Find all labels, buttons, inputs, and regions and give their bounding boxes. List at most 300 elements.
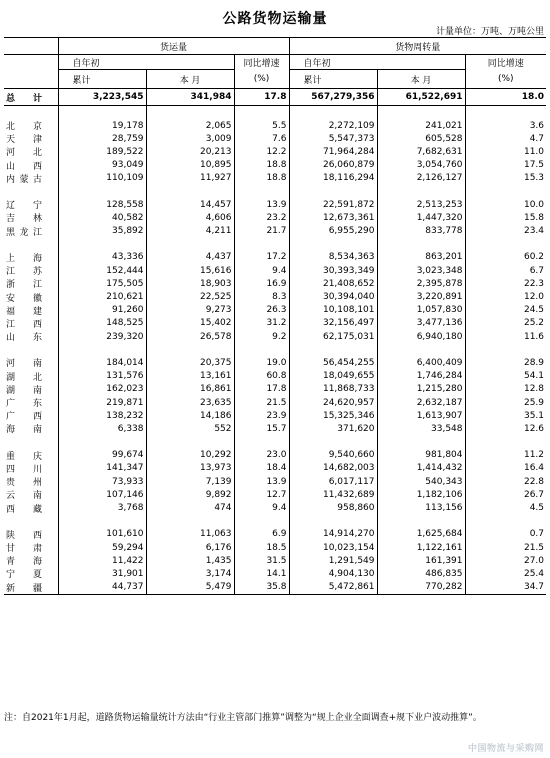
cell-turnover-cumulative: 10,023,154 bbox=[289, 541, 377, 554]
cell-turnover-cumulative: 371,620 bbox=[289, 422, 377, 435]
cell-turnover-cumulative: 567,279,356 bbox=[289, 89, 377, 106]
table-row bbox=[4, 409, 546, 422]
cell-turnover-yoy: 34.7 bbox=[465, 581, 546, 595]
cell-turnover-yoy: 28.9 bbox=[523, 357, 545, 368]
cell-turnover-cumulative: 15,325,346 bbox=[289, 409, 377, 422]
cell-freight-month: 4,606 bbox=[146, 211, 234, 224]
cell-turnover-yoy: 4.5 bbox=[529, 503, 545, 514]
cell-freight-month: 14,186 bbox=[146, 409, 234, 422]
cell-turnover-month: 6,940,180 bbox=[377, 330, 465, 343]
cell-turnover-cumulative: 22,591,872 bbox=[289, 198, 377, 211]
cell-freight-month: 4,211 bbox=[146, 225, 234, 238]
cell-freight-month: 18,903 bbox=[146, 277, 234, 290]
cell-freight-yoy: 60.8 bbox=[234, 370, 289, 383]
spacer-cell bbox=[465, 436, 546, 449]
cell-freight-cumulative: 35,892 bbox=[58, 225, 146, 238]
cell-turnover-month: 61,522,691 bbox=[377, 89, 465, 106]
cell-freight-month: 6,176 bbox=[146, 541, 234, 554]
cell-turnover-yoy: 15.8 bbox=[523, 212, 545, 223]
cell-freight-month: 5,479 bbox=[146, 581, 234, 595]
table-row bbox=[4, 396, 546, 409]
cell-turnover-month: 605,528 bbox=[377, 132, 465, 145]
spacer-cell bbox=[234, 185, 289, 198]
row-label: 浙 江 bbox=[4, 277, 58, 290]
spacer-cell bbox=[289, 106, 377, 120]
table-row bbox=[4, 330, 546, 343]
cell-turnover-yoy: 25.4 bbox=[523, 568, 545, 579]
group-spacer bbox=[4, 436, 546, 449]
cell-turnover-month: 7,682,631 bbox=[377, 145, 465, 158]
cell-turnover-yoy: 22.8 bbox=[523, 476, 545, 487]
cell-turnover-month: 1,613,907 bbox=[377, 409, 465, 422]
cell-turnover-yoy: 17.5 bbox=[523, 160, 545, 171]
cell-turnover-cumulative: 1,291,549 bbox=[289, 554, 377, 567]
cell-turnover-cumulative: 14,914,270 bbox=[289, 528, 377, 541]
spacer-cell bbox=[58, 185, 146, 198]
table-row bbox=[4, 198, 546, 211]
cell-turnover-yoy: 3.6 bbox=[529, 120, 545, 131]
cell-freight-yoy: 9.4 bbox=[234, 501, 289, 514]
cell-turnover-cumulative: 5,547,373 bbox=[289, 132, 377, 145]
cell-turnover-yoy: 11.2 bbox=[523, 450, 545, 461]
cell-turnover-month: 33,548 bbox=[377, 422, 465, 435]
cell-turnover-month: 981,804 bbox=[377, 449, 465, 462]
cell-freight-cumulative: 3,223,545 bbox=[58, 89, 146, 106]
row-label: 辽 宁 bbox=[4, 198, 58, 211]
spacer-cell bbox=[465, 106, 546, 120]
cell-turnover-yoy: 27.0 bbox=[523, 555, 545, 566]
cell-turnover-month: 2,126,127 bbox=[377, 172, 465, 185]
header-turnover-yoy: 同比增速 bbox=[487, 58, 524, 69]
cell-freight-yoy: 13.9 bbox=[234, 475, 289, 488]
cell-freight-cumulative: 31,901 bbox=[58, 567, 146, 580]
row-label: 河 南 bbox=[4, 356, 58, 369]
cell-freight-yoy: 9.4 bbox=[234, 264, 289, 277]
row-label: 广 东 bbox=[4, 396, 58, 409]
cell-freight-cumulative: 219,871 bbox=[58, 396, 146, 409]
spacer-cell bbox=[234, 343, 289, 356]
row-label: 四 川 bbox=[4, 462, 58, 475]
spacer-cell bbox=[4, 185, 58, 198]
cell-freight-month: 474 bbox=[146, 501, 234, 514]
cell-turnover-yoy: 12.6 bbox=[523, 423, 545, 434]
cell-freight-month: 20,375 bbox=[146, 356, 234, 369]
cell-freight-yoy: 21.5 bbox=[234, 396, 289, 409]
cell-turnover-month: 833,778 bbox=[377, 225, 465, 238]
cell-freight-month: 11,063 bbox=[146, 528, 234, 541]
row-label: 天 津 bbox=[4, 132, 58, 145]
row-label: 新 疆 bbox=[4, 581, 58, 595]
row-label: 北 京 bbox=[4, 119, 58, 132]
row-label: 江 苏 bbox=[4, 264, 58, 277]
cell-freight-cumulative: 101,610 bbox=[58, 528, 146, 541]
cell-turnover-month: 863,201 bbox=[377, 251, 465, 264]
spacer-cell bbox=[146, 106, 234, 120]
cell-freight-yoy: 9.2 bbox=[234, 330, 289, 343]
cell-turnover-month: 3,023,348 bbox=[377, 264, 465, 277]
cell-turnover-yoy: 12.0 bbox=[523, 292, 545, 303]
table-row bbox=[4, 145, 546, 158]
cell-freight-cumulative: 19,178 bbox=[58, 119, 146, 132]
cell-freight-yoy: 31.2 bbox=[234, 317, 289, 330]
cell-turnover-cumulative: 6,955,290 bbox=[289, 225, 377, 238]
cell-freight-cumulative: 99,674 bbox=[58, 449, 146, 462]
spacer-cell bbox=[58, 106, 146, 120]
cell-freight-month: 14,457 bbox=[146, 198, 234, 211]
cell-freight-yoy: 12.7 bbox=[234, 488, 289, 501]
cell-turnover-cumulative: 56,454,255 bbox=[289, 356, 377, 369]
spacer-cell bbox=[289, 343, 377, 356]
cell-turnover-month: 1,057,830 bbox=[377, 304, 465, 317]
cell-freight-month: 3,009 bbox=[146, 132, 234, 145]
table-row bbox=[4, 462, 546, 475]
cell-turnover-yoy: 60.2 bbox=[523, 252, 545, 263]
cell-turnover-yoy: 18.0 bbox=[465, 89, 546, 106]
spacer-cell bbox=[146, 343, 234, 356]
cell-turnover-cumulative: 26,060,879 bbox=[289, 159, 377, 172]
row-label: 河 北 bbox=[4, 145, 58, 158]
row-label: 福 建 bbox=[4, 304, 58, 317]
table-row bbox=[4, 554, 546, 567]
cell-freight-yoy: 18.5 bbox=[234, 541, 289, 554]
cell-turnover-yoy: 15.3 bbox=[523, 173, 545, 184]
cell-freight-cumulative: 73,933 bbox=[58, 475, 146, 488]
row-label: 山 东 bbox=[4, 330, 58, 343]
cell-freight-cumulative: 3,768 bbox=[58, 501, 146, 514]
cell-turnover-cumulative: 30,394,040 bbox=[289, 290, 377, 303]
total-row bbox=[4, 89, 546, 106]
row-label: 上 海 bbox=[4, 251, 58, 264]
spacer-cell bbox=[234, 515, 289, 528]
cell-freight-month: 4,437 bbox=[146, 251, 234, 264]
table-row bbox=[4, 581, 546, 595]
group-spacer bbox=[4, 515, 546, 528]
cell-turnover-month: 1,215,280 bbox=[377, 383, 465, 396]
cell-turnover-yoy: 26.7 bbox=[523, 489, 545, 500]
cell-freight-yoy: 6.9 bbox=[234, 528, 289, 541]
cell-freight-cumulative: 44,737 bbox=[58, 581, 146, 595]
row-label: 西 藏 bbox=[4, 501, 58, 514]
cell-turnover-cumulative: 71,964,284 bbox=[289, 145, 377, 158]
cell-freight-month: 11,927 bbox=[146, 172, 234, 185]
row-label: 广 西 bbox=[4, 409, 58, 422]
row-label: 宁 夏 bbox=[4, 567, 58, 580]
header-freight: 货运量 bbox=[58, 38, 289, 55]
cell-freight-cumulative: 210,621 bbox=[58, 290, 146, 303]
table-row bbox=[4, 277, 546, 290]
table-row bbox=[4, 528, 546, 541]
header-turnover-month: 本 月 bbox=[377, 70, 465, 89]
cell-turnover-yoy: 11.0 bbox=[523, 146, 545, 157]
table-row bbox=[4, 567, 546, 580]
cell-freight-cumulative: 59,294 bbox=[58, 541, 146, 554]
cell-freight-yoy: 23.9 bbox=[234, 409, 289, 422]
cell-turnover-month: 1,625,684 bbox=[377, 528, 465, 541]
spacer-cell bbox=[234, 436, 289, 449]
spacer-cell bbox=[234, 238, 289, 251]
spacer-cell bbox=[465, 343, 546, 356]
cell-turnover-cumulative: 11,432,689 bbox=[289, 488, 377, 501]
table-row bbox=[4, 317, 546, 330]
cell-freight-month: 7,139 bbox=[146, 475, 234, 488]
row-label: 云 南 bbox=[4, 488, 58, 501]
row-label: 湖 北 bbox=[4, 370, 58, 383]
cell-turnover-yoy: 54.1 bbox=[523, 371, 545, 382]
cell-freight-month: 15,402 bbox=[146, 317, 234, 330]
row-label: 总 计 bbox=[4, 89, 58, 106]
cell-freight-cumulative: 162,023 bbox=[58, 383, 146, 396]
table-row bbox=[4, 119, 546, 132]
cell-turnover-month: 1,447,320 bbox=[377, 211, 465, 224]
table-row bbox=[4, 370, 546, 383]
cell-turnover-yoy: 12.8 bbox=[523, 384, 545, 395]
cell-freight-yoy: 31.5 bbox=[234, 554, 289, 567]
cell-freight-cumulative: 131,576 bbox=[58, 370, 146, 383]
group-spacer bbox=[4, 238, 546, 251]
header-turnover-ytd: 自年初 bbox=[289, 55, 465, 70]
corner-cell-2 bbox=[4, 55, 58, 70]
group-spacer bbox=[4, 343, 546, 356]
spacer-cell bbox=[289, 238, 377, 251]
table-row bbox=[4, 541, 546, 554]
cell-turnover-yoy: 25.2 bbox=[523, 318, 545, 329]
cell-turnover-cumulative: 4,904,130 bbox=[289, 567, 377, 580]
header-freight-cumulative: 累计 bbox=[58, 70, 146, 89]
spacer-cell bbox=[377, 515, 465, 528]
cell-freight-cumulative: 110,109 bbox=[58, 172, 146, 185]
spacer-cell bbox=[58, 343, 146, 356]
spacer-cell bbox=[289, 436, 377, 449]
row-label: 陕 西 bbox=[4, 528, 58, 541]
spacer-cell bbox=[146, 238, 234, 251]
cell-freight-cumulative: 138,232 bbox=[58, 409, 146, 422]
group-spacer bbox=[4, 106, 546, 120]
table-row bbox=[4, 172, 546, 185]
cell-turnover-yoy: 4.7 bbox=[529, 133, 545, 144]
cell-turnover-month: 6,400,409 bbox=[377, 356, 465, 369]
spacer-cell bbox=[146, 436, 234, 449]
cell-freight-yoy: 17.2 bbox=[234, 251, 289, 264]
cell-turnover-cumulative: 958,860 bbox=[289, 501, 377, 514]
table-row bbox=[4, 211, 546, 224]
cell-freight-month: 22,525 bbox=[146, 290, 234, 303]
cell-freight-month: 13,973 bbox=[146, 462, 234, 475]
cell-freight-month: 16,861 bbox=[146, 383, 234, 396]
page-title: 公路货物运输量 bbox=[222, 11, 328, 27]
cell-turnover-cumulative: 32,156,497 bbox=[289, 317, 377, 330]
table-row bbox=[4, 290, 546, 303]
cell-freight-month: 2,065 bbox=[146, 119, 234, 132]
cell-turnover-yoy: 0.7 bbox=[529, 529, 545, 540]
cell-freight-month: 9,273 bbox=[146, 304, 234, 317]
cell-freight-yoy: 5.5 bbox=[234, 119, 289, 132]
cell-turnover-yoy: 6.7 bbox=[529, 265, 545, 276]
cell-turnover-yoy: 10.0 bbox=[523, 199, 545, 210]
cell-turnover-yoy: 22.3 bbox=[523, 278, 545, 289]
cell-turnover-yoy: 24.5 bbox=[523, 305, 545, 316]
cell-turnover-cumulative: 21,408,652 bbox=[289, 277, 377, 290]
cell-turnover-month: 540,343 bbox=[377, 475, 465, 488]
cell-freight-cumulative: 175,505 bbox=[58, 277, 146, 290]
header-freight-yoy-unit: (%) bbox=[234, 70, 289, 89]
row-label: 重 庆 bbox=[4, 449, 58, 462]
spacer-cell bbox=[465, 238, 546, 251]
spacer-cell bbox=[4, 106, 58, 120]
header-turnover-yoy-unit: (%) bbox=[465, 70, 546, 89]
cell-freight-month: 23,635 bbox=[146, 396, 234, 409]
cell-freight-cumulative: 91,260 bbox=[58, 304, 146, 317]
cell-turnover-month: 486,835 bbox=[377, 567, 465, 580]
spacer-cell bbox=[4, 515, 58, 528]
row-label: 海 南 bbox=[4, 422, 58, 435]
cell-freight-cumulative: 152,444 bbox=[58, 264, 146, 277]
cell-turnover-cumulative: 24,620,957 bbox=[289, 396, 377, 409]
row-label: 黑龙江 bbox=[4, 225, 58, 238]
cell-freight-cumulative: 28,759 bbox=[58, 132, 146, 145]
table-row bbox=[4, 225, 546, 238]
cell-freight-yoy: 15.7 bbox=[234, 422, 289, 435]
cell-freight-yoy: 26.3 bbox=[234, 304, 289, 317]
cell-turnover-month: 1,122,161 bbox=[377, 541, 465, 554]
cell-turnover-cumulative: 18,049,655 bbox=[289, 370, 377, 383]
cell-turnover-cumulative: 14,682,003 bbox=[289, 462, 377, 475]
corner-cell-3 bbox=[4, 70, 58, 89]
row-label: 甘 肃 bbox=[4, 541, 58, 554]
spacer-cell bbox=[234, 106, 289, 120]
cell-turnover-month: 2,395,878 bbox=[377, 277, 465, 290]
cell-turnover-month: 2,632,187 bbox=[377, 396, 465, 409]
row-label: 湖 南 bbox=[4, 383, 58, 396]
table-row bbox=[4, 488, 546, 501]
spacer-cell bbox=[58, 436, 146, 449]
spacer-cell bbox=[289, 185, 377, 198]
table-row bbox=[4, 449, 546, 462]
cell-turnover-cumulative: 30,393,349 bbox=[289, 264, 377, 277]
cell-freight-cumulative: 184,014 bbox=[58, 356, 146, 369]
cell-freight-cumulative: 128,558 bbox=[58, 198, 146, 211]
cell-freight-yoy: 7.6 bbox=[234, 132, 289, 145]
cell-turnover-cumulative: 8,534,363 bbox=[289, 251, 377, 264]
table-row bbox=[4, 422, 546, 435]
cell-freight-month: 26,578 bbox=[146, 330, 234, 343]
cell-turnover-cumulative: 10,108,101 bbox=[289, 304, 377, 317]
cell-freight-month: 20,213 bbox=[146, 145, 234, 158]
cell-freight-month: 13,161 bbox=[146, 370, 234, 383]
cell-turnover-cumulative: 18,116,294 bbox=[289, 172, 377, 185]
spacer-cell bbox=[377, 436, 465, 449]
footnote: 注：自2021年1月起，道路货物运输量统计方法由“行业主管部门推算”调整为“规上企业全面调查+规下业户波动推算”。 bbox=[4, 713, 482, 723]
table-row bbox=[4, 132, 546, 145]
cell-freight-cumulative: 43,336 bbox=[58, 251, 146, 264]
row-label: 江 西 bbox=[4, 317, 58, 330]
cell-turnover-month: 1,414,432 bbox=[377, 462, 465, 475]
cell-turnover-cumulative: 62,175,031 bbox=[289, 330, 377, 343]
cell-freight-month: 341,984 bbox=[146, 89, 234, 106]
cell-turnover-cumulative: 5,472,861 bbox=[289, 581, 377, 595]
cell-turnover-month: 241,021 bbox=[377, 119, 465, 132]
spacer-cell bbox=[4, 238, 58, 251]
cell-freight-month: 9,892 bbox=[146, 488, 234, 501]
corner-cell bbox=[4, 38, 58, 55]
header-freight-month: 本 月 bbox=[146, 70, 234, 89]
row-label: 贵 州 bbox=[4, 475, 58, 488]
cell-freight-yoy: 35.8 bbox=[234, 581, 289, 595]
cell-turnover-yoy: 23.4 bbox=[523, 226, 545, 237]
cell-freight-month: 10,895 bbox=[146, 159, 234, 172]
cell-freight-cumulative: 239,320 bbox=[58, 330, 146, 343]
spacer-cell bbox=[465, 185, 546, 198]
cell-freight-cumulative: 141,347 bbox=[58, 462, 146, 475]
cell-turnover-cumulative: 12,673,361 bbox=[289, 211, 377, 224]
cell-turnover-yoy: 21.5 bbox=[523, 542, 545, 553]
header-freight-ytd: 自年初 bbox=[58, 55, 234, 70]
cell-freight-yoy: 16.9 bbox=[234, 277, 289, 290]
cell-turnover-cumulative: 2,272,109 bbox=[289, 119, 377, 132]
cell-turnover-cumulative: 9,540,660 bbox=[289, 449, 377, 462]
spacer-cell bbox=[4, 343, 58, 356]
cell-turnover-cumulative: 6,017,117 bbox=[289, 475, 377, 488]
cell-freight-yoy: 13.9 bbox=[234, 198, 289, 211]
watermark-logo: 中国物流与采购网 bbox=[467, 744, 544, 754]
spacer-cell bbox=[4, 436, 58, 449]
cell-freight-month: 3,174 bbox=[146, 567, 234, 580]
cell-turnover-month: 2,513,253 bbox=[377, 198, 465, 211]
cell-turnover-yoy: 25.9 bbox=[523, 397, 545, 408]
cell-turnover-month: 3,220,891 bbox=[377, 290, 465, 303]
header-freight-yoy: 同比增速 bbox=[234, 55, 289, 70]
cell-freight-yoy: 23.2 bbox=[234, 211, 289, 224]
cell-turnover-yoy: 11.6 bbox=[523, 331, 545, 342]
cell-turnover-month: 3,477,136 bbox=[377, 317, 465, 330]
table-row bbox=[4, 356, 546, 369]
cell-turnover-month: 161,391 bbox=[377, 554, 465, 567]
cell-freight-yoy: 8.3 bbox=[234, 290, 289, 303]
table-row bbox=[4, 383, 546, 396]
cell-turnover-month: 113,156 bbox=[377, 501, 465, 514]
table-row bbox=[4, 304, 546, 317]
cell-freight-cumulative: 107,146 bbox=[58, 488, 146, 501]
table-row bbox=[4, 264, 546, 277]
row-label: 山 西 bbox=[4, 159, 58, 172]
cell-freight-yoy: 18.8 bbox=[234, 159, 289, 172]
cell-freight-yoy: 12.2 bbox=[234, 145, 289, 158]
cell-freight-cumulative: 11,422 bbox=[58, 554, 146, 567]
cell-turnover-cumulative: 11,868,733 bbox=[289, 383, 377, 396]
header-turnover-cumulative: 累计 bbox=[289, 70, 377, 89]
table-body bbox=[4, 89, 546, 595]
cell-turnover-month: 1,182,106 bbox=[377, 488, 465, 501]
spacer-cell bbox=[377, 343, 465, 356]
row-label: 内蒙古 bbox=[4, 172, 58, 185]
cell-freight-month: 10,292 bbox=[146, 449, 234, 462]
cell-freight-yoy: 17.8 bbox=[234, 89, 289, 106]
cell-freight-month: 15,616 bbox=[146, 264, 234, 277]
table-row bbox=[4, 475, 546, 488]
cell-turnover-yoy: 16.4 bbox=[523, 463, 545, 474]
cell-freight-cumulative: 6,338 bbox=[58, 422, 146, 435]
spacer-cell bbox=[465, 515, 546, 528]
table-row bbox=[4, 159, 546, 172]
cell-turnover-month: 1,746,284 bbox=[377, 370, 465, 383]
row-label: 安 徽 bbox=[4, 290, 58, 303]
cell-freight-yoy: 14.1 bbox=[234, 567, 289, 580]
cell-freight-month: 552 bbox=[146, 422, 234, 435]
cell-freight-cumulative: 40,582 bbox=[58, 211, 146, 224]
freight-table bbox=[4, 37, 546, 595]
cell-turnover-month: 770,282 bbox=[377, 581, 465, 595]
unit-label: 计量单位：万吨、万吨公里 bbox=[435, 27, 544, 37]
spacer-cell bbox=[377, 238, 465, 251]
